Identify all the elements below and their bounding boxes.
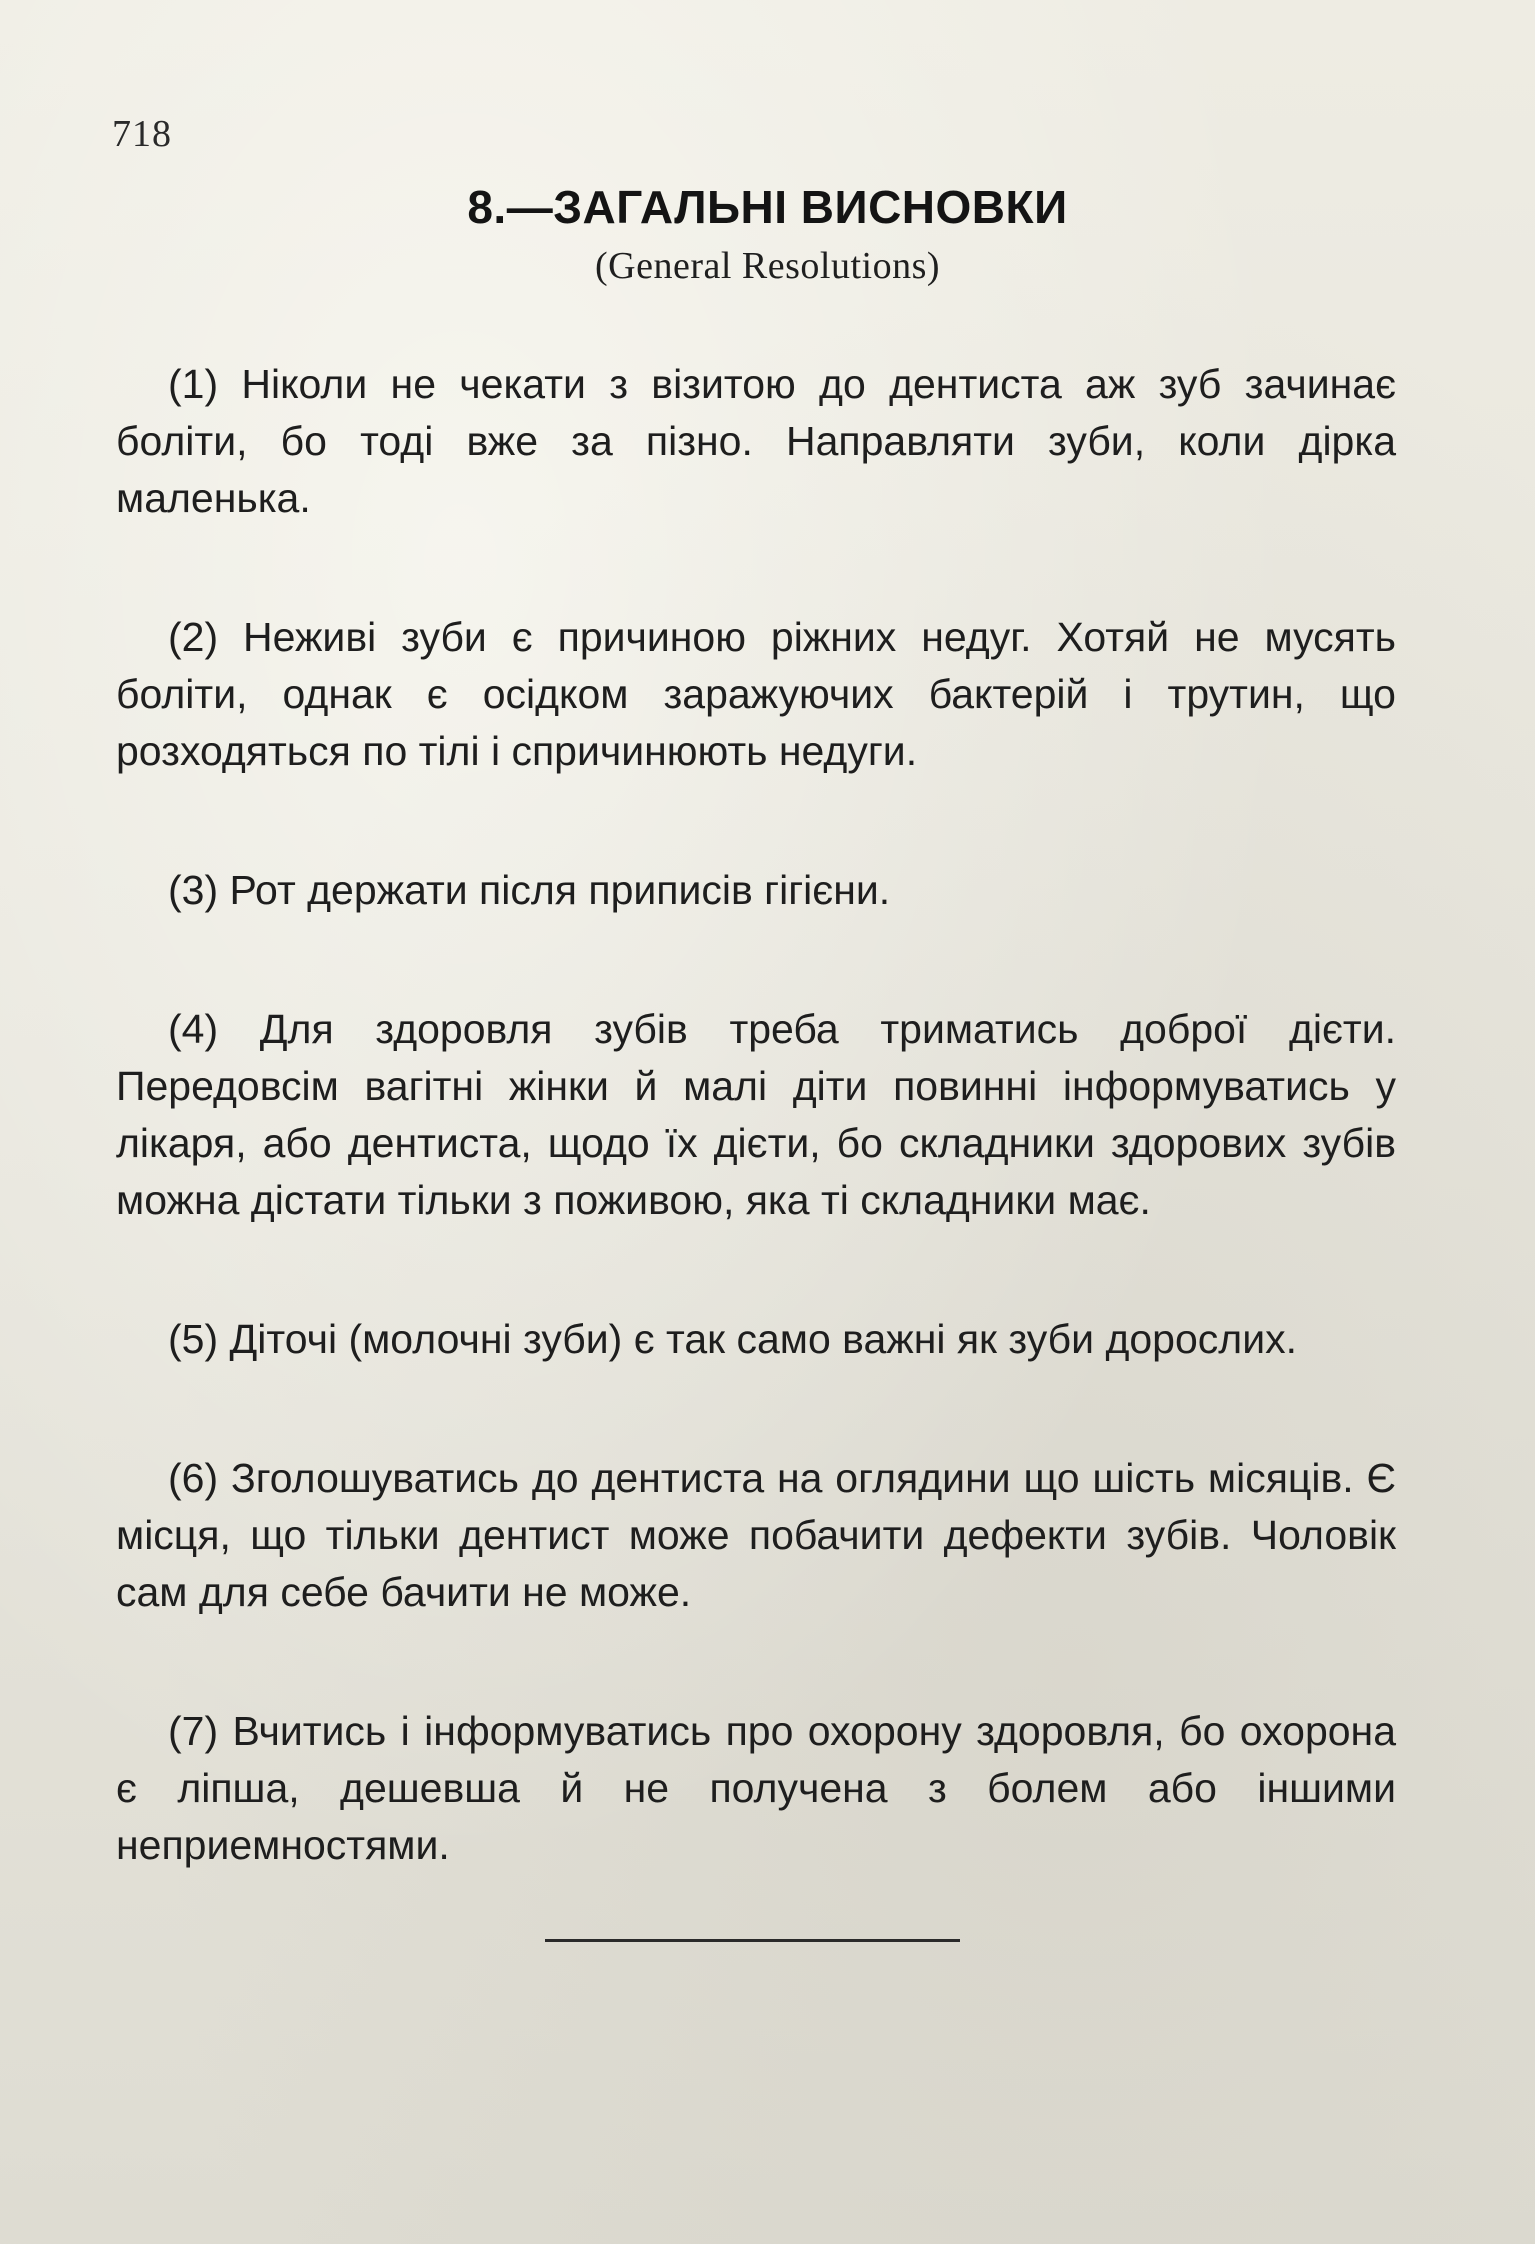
resolution-3: (3) Рот держати після приписів гігієни. — [168, 867, 891, 913]
resolution-7: (7) Вчитись і інформуватись про охорону здоровля, бо охорона є ліпша, дешевша й не получена з болем або іншими неприемностями. — [116, 1708, 1396, 1868]
resolution-2: (2) Неживі зуби є причиною ріжних недуг. Хотяй не мусять боліти, однак є осідком заражуючих бактерій і трутин, що розходяться по тілі і спричинюють недуги. — [116, 614, 1396, 774]
closing-divider — [545, 1939, 960, 1942]
resolution-6: (6) Зголошуватись до дентиста на оглядини що шість місяців. Є місця, що тільки дентист може побачити дефекти зубів. Чоловік сам для себе бачити не може. — [116, 1455, 1396, 1615]
section-subtitle: (General Resolutions) — [594, 245, 941, 287]
resolutions-list — [116, 356, 1396, 1956]
resolution-4: (4) Для здоровля зубів треба триматись доброї дієти. Передовсім вагітні жінки й малі діти повинні інформуватись у лікаря, або дентиста, щодо їх дієти, бо складники здорових зубів можна дістати тільки з поживою, яка ті складники має. — [116, 1006, 1396, 1223]
resolution-5: (5) Діточі (молочні зуби) є так само важні як зуби дорослих. — [168, 1316, 1298, 1362]
resolution-1: (1) Ніколи не чекати з візитою до дентиста аж зуб зачинає боліти, бо тоді вже за пізно. Направляти зуби, коли дірка маленька. — [116, 361, 1396, 521]
page-number: 718 — [112, 113, 172, 155]
section-title: 8.—ЗАГАЛЬНІ ВИСНОВКИ — [467, 181, 1068, 233]
